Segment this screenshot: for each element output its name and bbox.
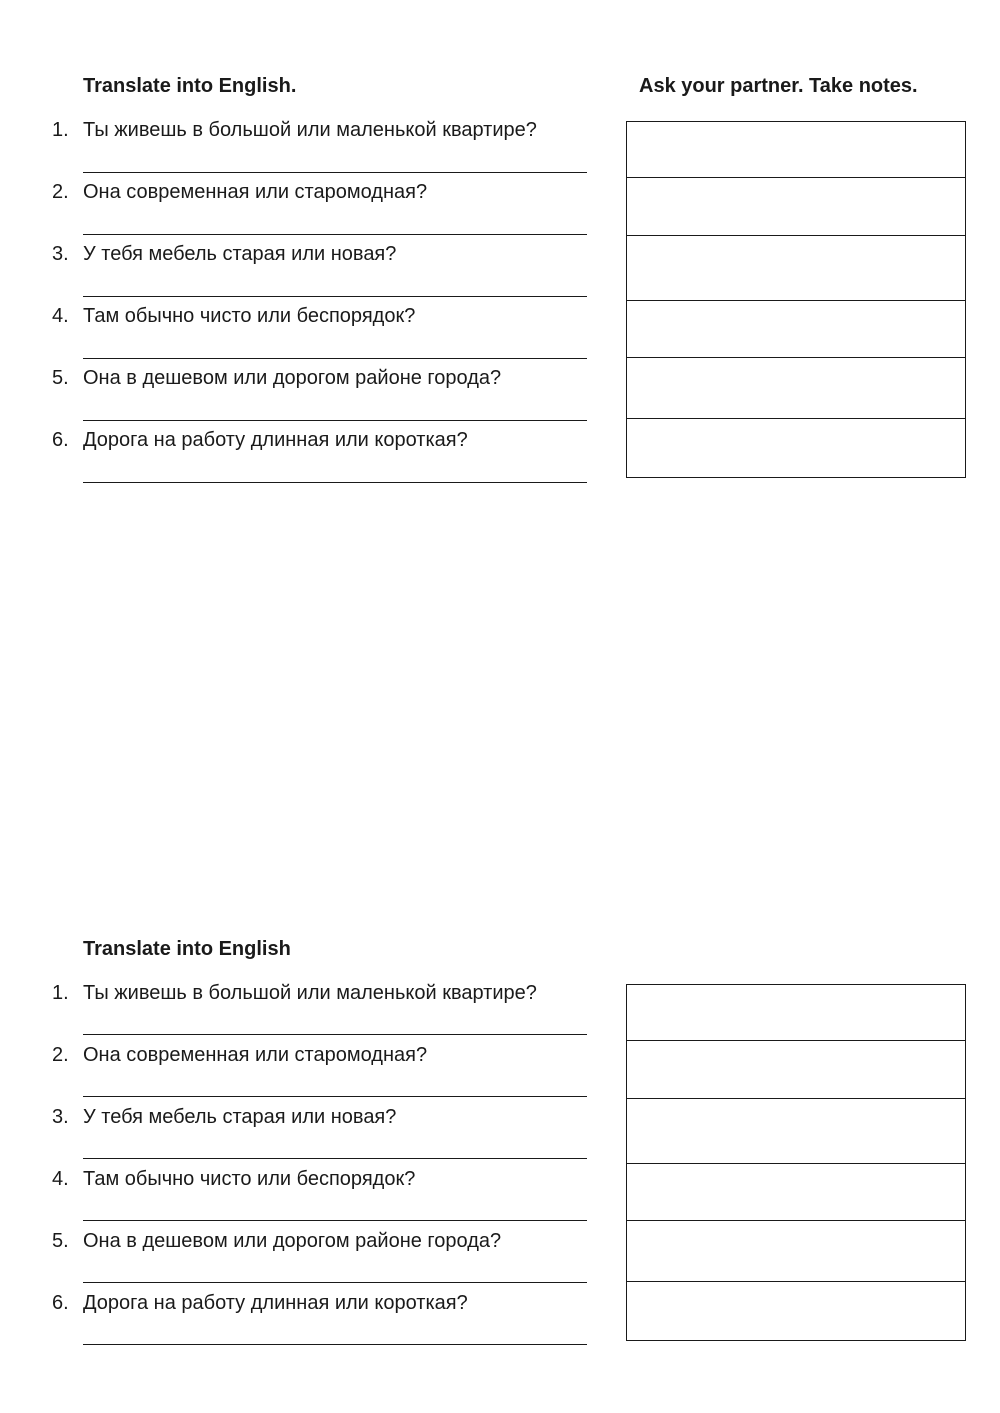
question-item	[52, 366, 612, 390]
notes-cell[interactable]	[627, 301, 965, 358]
question-item	[52, 118, 612, 142]
question-item	[52, 1229, 612, 1253]
question-item	[52, 981, 612, 1005]
question-text: Дорога на работу длинная или короткая?	[83, 429, 468, 451]
question-text: Ты живешь в большой или маленькой квартире?	[83, 982, 537, 1004]
answer-line[interactable]	[83, 358, 587, 359]
section-title: Translate into English.	[83, 75, 297, 97]
answer-line[interactable]	[83, 482, 587, 483]
question-text: Там обычно чисто или беспорядок?	[83, 305, 416, 327]
question-number: 6.	[52, 429, 69, 451]
notes-cell[interactable]	[627, 1099, 965, 1164]
question-item	[52, 428, 612, 452]
question-item	[52, 1043, 612, 1067]
question-text: Там обычно чисто или беспорядок?	[83, 1168, 416, 1190]
question-number: 4.	[52, 305, 69, 327]
question-item	[52, 304, 612, 328]
answer-line[interactable]	[83, 1282, 587, 1283]
question-text: Она в дешевом или дорогом районе города?	[83, 367, 502, 389]
answer-line[interactable]	[83, 234, 587, 235]
notes-table	[626, 121, 966, 478]
question-text: Она в дешевом или дорогом районе города?	[83, 1230, 502, 1252]
notes-title: Ask your partner. Take notes.	[639, 75, 918, 97]
question-number: 5.	[52, 367, 69, 389]
notes-cell[interactable]	[627, 419, 965, 477]
question-text: Она современная или старомодная?	[83, 181, 428, 203]
question-number: 2.	[52, 181, 69, 203]
section-title: Translate into English	[83, 938, 291, 960]
answer-line[interactable]	[83, 1096, 587, 1097]
question-number: 4.	[52, 1168, 69, 1190]
question-text: У тебя мебель старая или новая?	[83, 243, 397, 265]
answer-line[interactable]	[83, 1220, 587, 1221]
question-text: Ты живешь в большой или маленькой квартире?	[83, 119, 537, 141]
answer-line[interactable]	[83, 420, 587, 421]
notes-cell[interactable]	[627, 1282, 965, 1340]
question-item	[52, 242, 612, 266]
notes-cell[interactable]	[627, 1041, 965, 1099]
question-number: 2.	[52, 1044, 69, 1066]
question-number: 6.	[52, 1292, 69, 1314]
notes-cell[interactable]	[627, 122, 965, 178]
answer-line[interactable]	[83, 296, 587, 297]
notes-cell[interactable]	[627, 178, 965, 236]
notes-cell[interactable]	[627, 985, 965, 1041]
question-item	[52, 180, 612, 204]
question-number: 1.	[52, 982, 69, 1004]
question-text: Дорога на работу длинная или короткая?	[83, 1292, 468, 1314]
notes-cell[interactable]	[627, 1164, 965, 1221]
question-number: 1.	[52, 119, 69, 141]
question-number: 3.	[52, 1106, 69, 1128]
question-item	[52, 1291, 612, 1315]
answer-line[interactable]	[83, 172, 587, 173]
question-item	[52, 1167, 612, 1191]
question-number: 5.	[52, 1230, 69, 1252]
question-text: Она современная или старомодная?	[83, 1044, 428, 1066]
answer-line[interactable]	[83, 1344, 587, 1345]
question-text: У тебя мебель старая или новая?	[83, 1106, 397, 1128]
notes-cell[interactable]	[627, 358, 965, 419]
question-number: 3.	[52, 243, 69, 265]
notes-table	[626, 984, 966, 1341]
answer-line[interactable]	[83, 1034, 587, 1035]
answer-line[interactable]	[83, 1158, 587, 1159]
notes-cell[interactable]	[627, 236, 965, 301]
notes-cell[interactable]	[627, 1221, 965, 1282]
question-item	[52, 1105, 612, 1129]
